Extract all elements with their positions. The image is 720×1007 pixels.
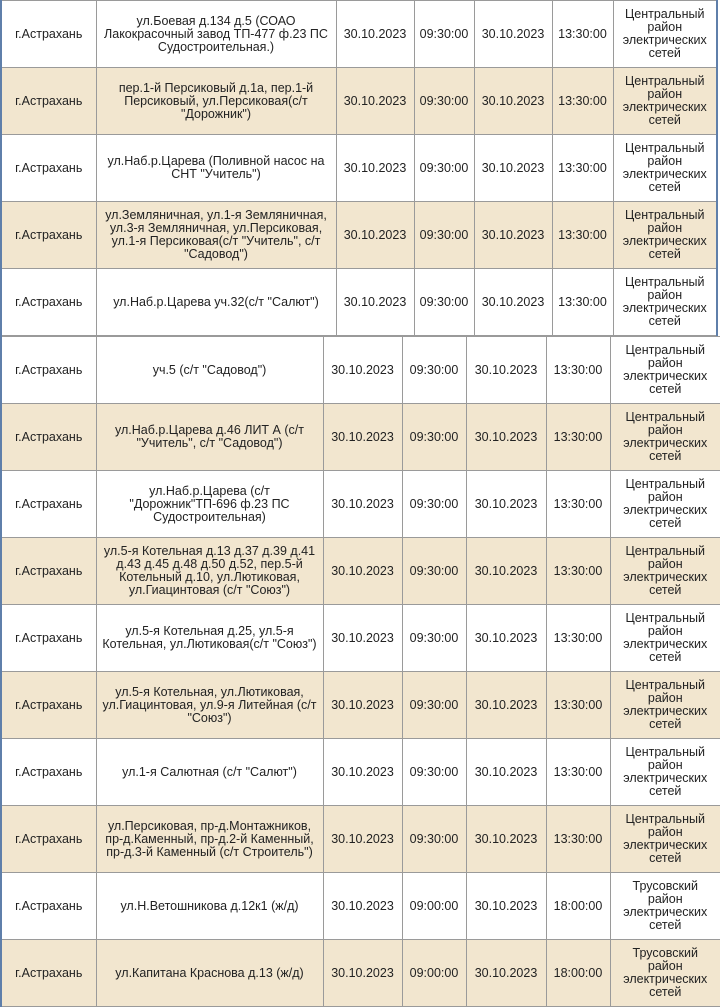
start-time-cell: 09:30:00 xyxy=(402,404,466,471)
city-cell: г.Астрахань xyxy=(1,269,96,336)
district-cell: Центральный район электрических сетей xyxy=(610,739,720,806)
end-time-cell: 13:30:00 xyxy=(552,68,613,135)
table-row xyxy=(1,135,717,202)
address-cell: ул.Наб.р.Царева (с/т "Дорожник"ТП-696 ф.23 ПС Судостроительная) xyxy=(96,471,323,538)
outage-table-b xyxy=(0,336,720,1007)
end-time-cell: 13:30:00 xyxy=(546,672,610,739)
end-date-cell: 30.10.2023 xyxy=(466,538,546,605)
start-time-cell: 09:00:00 xyxy=(402,873,466,940)
start-time-cell: 09:30:00 xyxy=(414,1,474,68)
start-time-cell: 09:30:00 xyxy=(414,135,474,202)
table-row xyxy=(1,269,717,336)
end-time-cell: 13:30:00 xyxy=(546,739,610,806)
district-cell: Центральный район электрических сетей xyxy=(610,471,720,538)
district-cell: Центральный район электрических сетей xyxy=(610,806,720,873)
city-cell: г.Астрахань xyxy=(1,605,96,672)
start-time-cell: 09:30:00 xyxy=(414,68,474,135)
start-date-cell: 30.10.2023 xyxy=(323,806,402,873)
end-time-cell: 13:30:00 xyxy=(546,471,610,538)
start-time-cell: 09:30:00 xyxy=(414,202,474,269)
end-time-cell: 13:30:00 xyxy=(546,337,610,404)
address-cell: ул.Персиковая, пр-д.Монтажников, пр-д.Каменный, пр-д.2-й Каменный, пр-д.3-й Каменный (с/т Строитель") xyxy=(96,806,323,873)
end-time-cell: 13:30:00 xyxy=(552,202,613,269)
table-row xyxy=(1,202,717,269)
start-date-cell: 30.10.2023 xyxy=(336,269,414,336)
address-cell: ул.Наб.р.Царева уч.32(с/т "Салют") xyxy=(96,269,336,336)
district-cell: Центральный район электрических сетей xyxy=(613,68,717,135)
district-cell: Центральный район электрических сетей xyxy=(610,672,720,739)
end-date-cell: 30.10.2023 xyxy=(466,605,546,672)
start-date-cell: 30.10.2023 xyxy=(323,739,402,806)
end-date-cell: 30.10.2023 xyxy=(474,269,552,336)
city-cell: г.Астрахань xyxy=(1,404,96,471)
table-row xyxy=(1,873,720,940)
start-time-cell: 09:00:00 xyxy=(402,940,466,1007)
table-row xyxy=(1,68,717,135)
district-cell: Трусовский район электрических сетей xyxy=(610,940,720,1007)
end-date-cell: 30.10.2023 xyxy=(466,471,546,538)
end-time-cell: 13:30:00 xyxy=(552,1,613,68)
city-cell: г.Астрахань xyxy=(1,940,96,1007)
city-cell: г.Астрахань xyxy=(1,672,96,739)
address-cell: ул.Земляничная, ул.1-я Земляничная, ул.3-я Земляничная, ул.Персиковая, ул.1-я Персиковая(с/т "Учитель", с/т "Садовод") xyxy=(96,202,336,269)
end-time-cell: 18:00:00 xyxy=(546,940,610,1007)
city-cell: г.Астрахань xyxy=(1,739,96,806)
end-date-cell: 30.10.2023 xyxy=(466,806,546,873)
start-date-cell: 30.10.2023 xyxy=(323,404,402,471)
address-cell: ул.Наб.р.Царева д.46 ЛИТ А (с/т "Учитель", с/т "Садовод") xyxy=(96,404,323,471)
district-cell: Центральный район электрических сетей xyxy=(610,404,720,471)
table-row xyxy=(1,1,717,68)
start-time-cell: 09:30:00 xyxy=(402,605,466,672)
start-date-cell: 30.10.2023 xyxy=(323,940,402,1007)
end-time-cell: 13:30:00 xyxy=(546,404,610,471)
city-cell: г.Астрахань xyxy=(1,873,96,940)
district-cell: Центральный район электрических сетей xyxy=(610,538,720,605)
district-cell: Центральный район электрических сетей xyxy=(613,202,717,269)
district-cell: Центральный район электрических сетей xyxy=(613,269,717,336)
address-cell: ул.Боевая д.134 д.5 (СОАО Лакокрасочный завод ТП-477 ф.23 ПС Судостроительная.) xyxy=(96,1,336,68)
address-cell: ул.5-я Котельная д.25, ул.5-я Котельная, ул.Лютиковая(с/т "Союз") xyxy=(96,605,323,672)
end-date-cell: 30.10.2023 xyxy=(474,1,552,68)
table-row xyxy=(1,806,720,873)
district-cell: Центральный район электрических сетей xyxy=(613,1,717,68)
end-time-cell: 13:30:00 xyxy=(552,269,613,336)
start-time-cell: 09:30:00 xyxy=(402,471,466,538)
end-date-cell: 30.10.2023 xyxy=(474,68,552,135)
end-date-cell: 30.10.2023 xyxy=(466,739,546,806)
district-cell: Центральный район электрических сетей xyxy=(613,135,717,202)
end-date-cell: 30.10.2023 xyxy=(474,202,552,269)
table-row xyxy=(1,672,720,739)
start-time-cell: 09:30:00 xyxy=(402,538,466,605)
start-time-cell: 09:30:00 xyxy=(402,672,466,739)
start-date-cell: 30.10.2023 xyxy=(323,538,402,605)
start-date-cell: 30.10.2023 xyxy=(323,873,402,940)
address-cell: ул.5-я Котельная д.13 д.37 д.39 д.41 д.43 д.45 д.48 д.50 д.52, пер.5-й Котельный д.10, ул.Лютиковая, ул.Гиацинтовая (с/т "Союз") xyxy=(96,538,323,605)
start-time-cell: 09:30:00 xyxy=(402,739,466,806)
end-date-cell: 30.10.2023 xyxy=(466,672,546,739)
district-cell: Трусовский район электрических сетей xyxy=(610,873,720,940)
address-cell: ул.Капитана Краснова д.13 (ж/д) xyxy=(96,940,323,1007)
end-date-cell: 30.10.2023 xyxy=(466,873,546,940)
address-cell: ул.Наб.р.Царева (Поливной насос на СНТ "Учитель") xyxy=(96,135,336,202)
start-date-cell: 30.10.2023 xyxy=(336,135,414,202)
table-row xyxy=(1,739,720,806)
end-time-cell: 13:30:00 xyxy=(546,806,610,873)
table-row xyxy=(1,940,720,1007)
address-cell: пер.1-й Персиковый д.1а, пер.1-й Персиковый, ул.Персиковая(с/т "Дорожник") xyxy=(96,68,336,135)
address-cell: уч.5 (с/т "Садовод") xyxy=(96,337,323,404)
start-time-cell: 09:30:00 xyxy=(402,337,466,404)
start-date-cell: 30.10.2023 xyxy=(323,337,402,404)
start-date-cell: 30.10.2023 xyxy=(323,672,402,739)
end-date-cell: 30.10.2023 xyxy=(466,404,546,471)
city-cell: г.Астрахань xyxy=(1,471,96,538)
start-date-cell: 30.10.2023 xyxy=(336,68,414,135)
table-row xyxy=(1,605,720,672)
city-cell: г.Астрахань xyxy=(1,1,96,68)
table-row xyxy=(1,404,720,471)
start-time-cell: 09:30:00 xyxy=(414,269,474,336)
city-cell: г.Астрахань xyxy=(1,202,96,269)
end-date-cell: 30.10.2023 xyxy=(466,940,546,1007)
end-date-cell: 30.10.2023 xyxy=(466,337,546,404)
start-date-cell: 30.10.2023 xyxy=(336,202,414,269)
end-date-cell: 30.10.2023 xyxy=(474,135,552,202)
district-cell: Центральный район электрических сетей xyxy=(610,605,720,672)
table-row xyxy=(1,471,720,538)
city-cell: г.Астрахань xyxy=(1,135,96,202)
start-date-cell: 30.10.2023 xyxy=(336,1,414,68)
city-cell: г.Астрахань xyxy=(1,68,96,135)
end-time-cell: 13:30:00 xyxy=(546,538,610,605)
address-cell: ул.1-я Салютная (с/т "Салют") xyxy=(96,739,323,806)
address-cell: ул.Н.Ветошникова д.12к1 (ж/д) xyxy=(96,873,323,940)
start-date-cell: 30.10.2023 xyxy=(323,605,402,672)
district-cell: Центральный район электрических сетей xyxy=(610,337,720,404)
outage-table-a xyxy=(0,0,718,336)
table-row xyxy=(1,538,720,605)
city-cell: г.Астрахань xyxy=(1,538,96,605)
table-row xyxy=(1,337,720,404)
address-cell: ул.5-я Котельная, ул.Лютиковая, ул.Гиацинтовая, ул.9-я Литейная (с/т "Союз") xyxy=(96,672,323,739)
start-date-cell: 30.10.2023 xyxy=(323,471,402,538)
end-time-cell: 13:30:00 xyxy=(552,135,613,202)
city-cell: г.Астрахань xyxy=(1,337,96,404)
city-cell: г.Астрахань xyxy=(1,806,96,873)
end-time-cell: 13:30:00 xyxy=(546,605,610,672)
start-time-cell: 09:30:00 xyxy=(402,806,466,873)
end-time-cell: 18:00:00 xyxy=(546,873,610,940)
